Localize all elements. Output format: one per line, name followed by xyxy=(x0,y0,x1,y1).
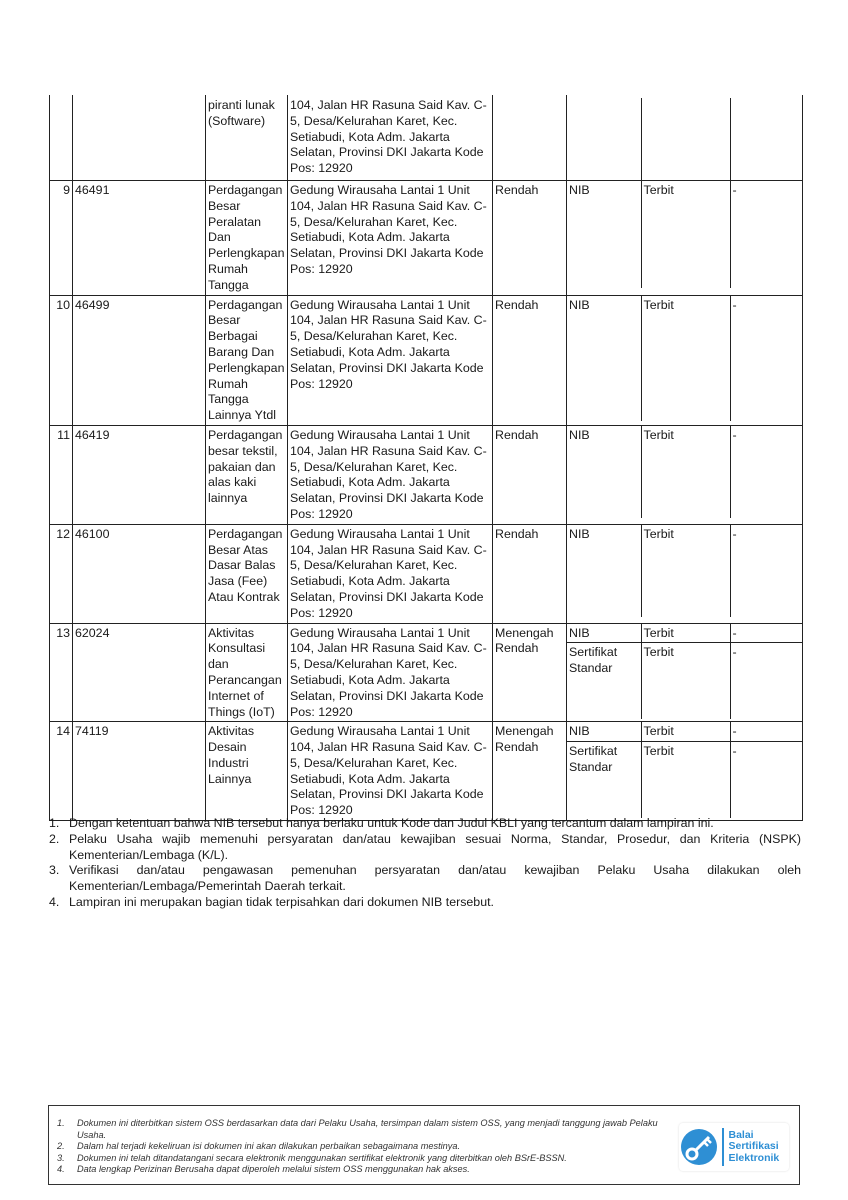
table-row xyxy=(50,181,803,296)
logo-divider xyxy=(722,1128,724,1166)
note-item: 2. Pelaku Usaha wajib memenuhi persyaratan dan/atau kewajiban sesuai Norma, Standar, Prosedur, dan Kriteria (NSPK) Kementerian/Lembaga (K/L). xyxy=(49,831,801,862)
kbli-code xyxy=(73,95,206,181)
table-row xyxy=(50,524,803,623)
table-row xyxy=(50,425,803,524)
permit-status: Terbit xyxy=(641,643,730,719)
permit-status: Terbit xyxy=(641,525,730,617)
risk-level: Menengah Rendah xyxy=(493,722,567,821)
footer-item: 3. Dokumen ini telah ditandatangani secara elektronik menggunakan sertifikat elektronik yang diterbitkan oleh BSrE-BSSN. xyxy=(57,1152,567,1163)
permit-note: - xyxy=(732,183,737,197)
note-item: 3. Verifikasi dan/atau pengawasan pemenuhan persyaratan dan/atau kewajiban Pelaku Usaha dilakukan oleh Kementerian/Lembaga/Pemerintah Daerah terkait. xyxy=(49,863,801,894)
permit-note xyxy=(730,98,802,180)
permit-status xyxy=(641,98,730,180)
kbli-title: Perdagangan besar tekstil, pakaian dan alas kaki lainnya xyxy=(206,425,288,524)
permits-cell xyxy=(567,425,803,524)
kbli-code: 74119 xyxy=(73,722,206,821)
business-location: 104, Jalan HR Rasuna Said Kav. C-5, Desa/Kelurahan Karet, Kec. Setiabudi, Kota Adm. Jakarta Selatan, Provinsi DKI Jakarta Kode Pos: 12920 xyxy=(288,95,493,181)
permits-cell xyxy=(567,181,803,296)
row-number: 13 xyxy=(50,623,73,722)
permit-row xyxy=(567,181,802,288)
table-row xyxy=(50,295,803,425)
risk-level: Rendah xyxy=(493,181,567,296)
business-location: Gedung Wirausaha Lantai 1 Unit 104, Jalan HR Rasuna Said Kav. C-5, Desa/Kelurahan Karet, Kec. Setiabudi, Kota Adm. Jakarta Selatan, Provinsi DKI Jakarta Kode Pos: 12920 xyxy=(288,623,493,722)
risk-level: Rendah xyxy=(493,425,567,524)
permit-note: - xyxy=(732,526,737,541)
note-item: 4. Lampiran ini merupakan bagian tidak terpisahkan dari dokumen NIB tersebut. xyxy=(49,894,494,909)
permit-type: NIB xyxy=(567,525,641,617)
permit-row xyxy=(567,722,802,741)
permit-note: - xyxy=(730,643,802,719)
kbli-title: Aktivitas Desain Industri Lainnya xyxy=(206,722,288,821)
permit-row xyxy=(567,426,802,518)
permit-status: Terbit xyxy=(641,426,730,518)
row-number: 9 xyxy=(50,181,73,296)
kbli-code: 46419 xyxy=(73,425,206,524)
permit-status: Terbit xyxy=(641,181,730,288)
permit-note: - xyxy=(732,625,737,640)
kbli-code: 46100 xyxy=(73,524,206,623)
kbli-title: piranti lunak (Software) xyxy=(206,95,288,181)
permits-cell xyxy=(567,722,803,821)
business-location: Gedung Wirausaha Lantai 1 Unit 104, Jalan HR Rasuna Said Kav. C-5, Desa/Kelurahan Karet, Kec. Setiabudi, Kota Adm. Jakarta Selatan, Provinsi DKI Jakarta Kode Pos: 12920 xyxy=(288,295,493,425)
permit-type: NIB xyxy=(567,624,641,643)
footer-list xyxy=(57,1118,677,1176)
bsre-logo xyxy=(679,1123,789,1171)
row-number: 10 xyxy=(50,295,73,425)
row-number: 14 xyxy=(50,722,73,821)
kbli-title: Aktivitas Konsultasi dan Perancangan Internet of Things (IoT) xyxy=(206,623,288,722)
permit-row xyxy=(567,525,802,617)
footer-item: 2. Dalam hal terjadi kekeliruan isi dokumen ini akan dilakukan perbaikan sebagaimana mestinya. xyxy=(57,1141,461,1152)
footer-disclaimer-box xyxy=(48,1105,800,1185)
kbli-code: 62024 xyxy=(73,623,206,722)
kbli-title: Perdagangan Besar Peralatan Dan Perlengkapan Rumah Tangga xyxy=(206,181,288,296)
permit-type: Sertifikat Standar xyxy=(567,643,641,719)
note-item: 1. Dengan ketentuan bahwa NIB tersebut hanya berlaku untuk Kode dan Judul KBLI yang tercantum dalam lampiran ini. xyxy=(49,816,714,830)
permit-row xyxy=(567,98,802,180)
footer-item: 4. Data lengkap Perizinan Berusaha dapat diperoleh melalui sistem OSS menggunakan hak akses. xyxy=(57,1164,470,1175)
key-icon xyxy=(681,1129,717,1165)
permit-type: NIB xyxy=(567,722,641,741)
kbli-title: Perdagangan Besar Berbagai Barang Dan Perlengkapan Rumah Tangga Lainnya Ytdl xyxy=(206,295,288,425)
table-row xyxy=(50,95,803,181)
kbli-code: 46499 xyxy=(73,295,206,425)
row-number: 12 xyxy=(50,524,73,623)
business-location: Gedung Wirausaha Lantai 1 Unit 104, Jalan HR Rasuna Said Kav. C-5, Desa/Kelurahan Karet, Kec. Setiabudi, Kota Adm. Jakarta Selatan, Provinsi DKI Jakarta Kode Pos: 12920 xyxy=(288,722,493,821)
risk-level: Rendah xyxy=(493,524,567,623)
permits-cell xyxy=(567,524,803,623)
kbli-code: 46491 xyxy=(73,181,206,296)
permit-note: - xyxy=(732,724,737,739)
permit-note: - xyxy=(732,427,737,442)
permits-cell xyxy=(567,295,803,425)
permit-row xyxy=(567,742,802,818)
permit-row xyxy=(567,296,802,421)
business-location: Gedung Wirausaha Lantai 1 Unit 104, Jalan HR Rasuna Said Kav. C-5, Desa/Kelurahan Karet, Kec. Setiabudi, Kota Adm. Jakarta Selatan, Provinsi DKI Jakarta Kode Pos: 12920 xyxy=(288,524,493,623)
permit-type: NIB xyxy=(567,426,641,518)
row-number xyxy=(50,95,73,181)
permit-status: Terbit xyxy=(641,624,730,643)
business-location: Gedung Wirausaha Lantai 1 Unit 104, Jalan HR Rasuna Said Kav. C-5, Desa/Kelurahan Karet, Kec. Setiabudi, Kota Adm. Jakarta Selatan, Provinsi DKI Jakarta Kode Pos: 12920 xyxy=(288,181,493,296)
kbli-title: Perdagangan Besar Atas Dasar Balas Jasa (Fee) Atau Kontrak xyxy=(206,524,288,623)
risk-level: Menengah Rendah xyxy=(493,623,567,722)
permit-note: - xyxy=(732,297,737,312)
risk-level: Rendah xyxy=(493,295,567,425)
permit-type xyxy=(567,98,641,180)
table-row xyxy=(50,623,803,722)
permit-status: Terbit xyxy=(641,722,730,741)
kbli-table xyxy=(49,95,803,821)
business-location: Gedung Wirausaha Lantai 1 Unit 104, Jalan HR Rasuna Said Kav. C-5, Desa/Kelurahan Karet, Kec. Setiabudi, Kota Adm. Jakarta Selatan, Provinsi DKI Jakarta Kode Pos: 12920 xyxy=(288,425,493,524)
logo-text: Balai Sertifikasi Elektronik xyxy=(728,1128,780,1164)
notes-list xyxy=(49,816,801,911)
permit-type: NIB xyxy=(567,296,641,421)
permit-type: NIB xyxy=(567,181,641,288)
table-row xyxy=(50,722,803,821)
permit-row xyxy=(567,643,802,719)
permits-cell xyxy=(567,95,803,181)
risk-level xyxy=(493,95,567,181)
permits-cell xyxy=(567,623,803,722)
permit-status: Terbit xyxy=(641,296,730,421)
footer-item: 1. Dokumen ini diterbitkan sistem OSS berdasarkan data dari Pelaku Usaha, tersimpan dalam sistem OSS, yang menjadi tanggung jawab Pelaku Usaha. xyxy=(57,1118,658,1140)
permit-note: - xyxy=(730,742,802,818)
permit-type: Sertifikat Standar xyxy=(567,742,641,818)
permit-status: Terbit xyxy=(641,742,730,818)
permit-row xyxy=(567,624,802,643)
row-number: 11 xyxy=(50,425,73,524)
